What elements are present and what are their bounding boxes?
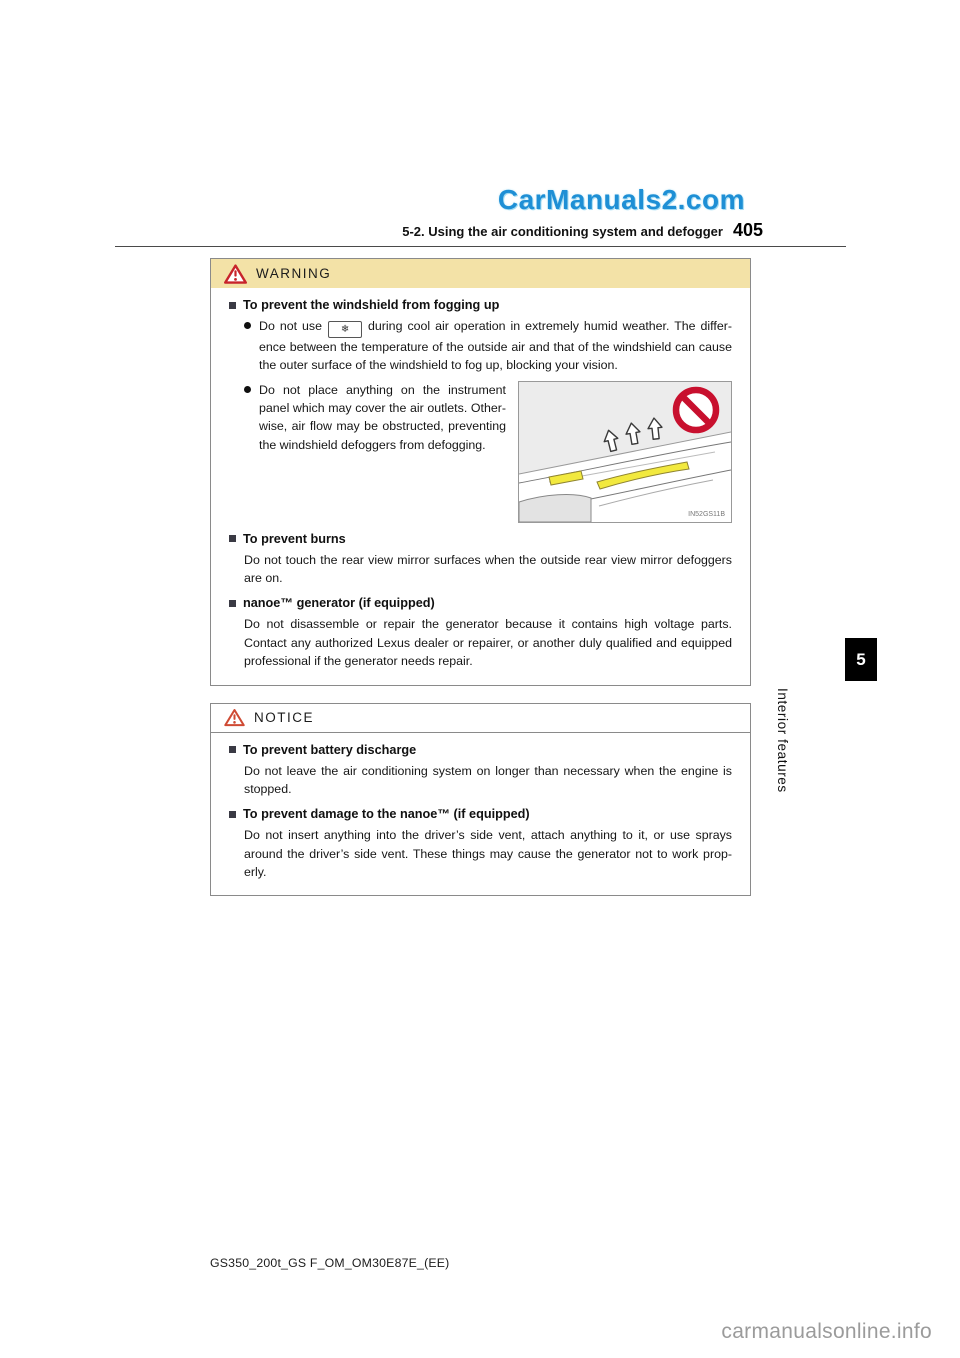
section-heading bbox=[229, 298, 732, 312]
warning-section-burns bbox=[229, 532, 732, 588]
battery-body-text: Do not leave the air conditioning system on longer than necessary when the engine is stopped. bbox=[244, 763, 732, 796]
fogging-bullet-2-text: Do not place anything on the instrument panel which may cover the air outlets. Otherwise, air flow may be obstructed, preventing the windshield defoggers from defogging. bbox=[259, 382, 506, 452]
dashboard-illustration bbox=[519, 382, 731, 522]
notice-title: NOTICE bbox=[254, 710, 315, 726]
nanoe-body-text: Do not disassemble or repair the generator because it contains high voltage parts. Contact any authorized Lexus dealer or repairer, or another duly qualified and equipped professional if the generator needs repair. bbox=[244, 617, 732, 669]
ac-button-icon bbox=[328, 321, 362, 338]
warning-header bbox=[211, 259, 750, 288]
carmanuals-watermark: CarManuals2.com bbox=[497, 184, 745, 215]
notice-section-battery bbox=[229, 743, 732, 799]
warning-body bbox=[211, 288, 750, 685]
chapter-label-vertical: Interior features bbox=[775, 688, 790, 793]
no-symbol-icon bbox=[673, 387, 719, 433]
section-heading bbox=[229, 596, 732, 610]
content-column bbox=[210, 258, 751, 896]
round-bullet-icon bbox=[244, 322, 251, 329]
notice-body bbox=[211, 733, 750, 896]
square-bullet-icon bbox=[229, 302, 236, 309]
notice-section-nanoe-damage bbox=[229, 807, 732, 881]
chapter-tab: 5 bbox=[845, 638, 877, 681]
fogging-bullet-2-row bbox=[244, 381, 732, 523]
round-bullet-icon bbox=[244, 386, 251, 393]
notice-triangle-icon bbox=[224, 708, 245, 727]
fogging-bullet-1-text bbox=[259, 317, 732, 375]
page-number: 405 bbox=[732, 220, 763, 240]
notice-box bbox=[210, 703, 751, 897]
fogging-bullet-1 bbox=[244, 317, 732, 375]
header-rule bbox=[115, 246, 846, 247]
square-bullet-icon bbox=[229, 600, 236, 607]
section-title: 5-2. Using the air conditioning system and defogger bbox=[402, 224, 723, 239]
warning-section-nanoe bbox=[229, 596, 732, 670]
fogging-bullet-2 bbox=[244, 381, 506, 454]
warning-box bbox=[210, 258, 751, 686]
section-heading bbox=[229, 807, 732, 821]
warning-section-fogging bbox=[229, 298, 732, 523]
page-header bbox=[115, 220, 763, 241]
notice-header bbox=[211, 704, 750, 733]
section-heading bbox=[229, 743, 732, 757]
square-bullet-icon bbox=[229, 811, 236, 818]
square-bullet-icon bbox=[229, 535, 236, 542]
ac-button-glyph: ❄ bbox=[340, 324, 350, 335]
bullet-text-pre: Do not use bbox=[259, 319, 323, 333]
square-bullet-icon bbox=[229, 746, 236, 753]
bullet-text-post: during cool air operation in extremely humid weather. The difference between the temperature of the outside air and that of the windshield can cause the outer surface of the windshield to fog up, blocking your vision. bbox=[259, 319, 732, 373]
section-heading-label: To prevent damage to the nanoe™ (if equipped) bbox=[243, 807, 530, 822]
warning-title: WARNING bbox=[256, 266, 332, 281]
instrument-cluster bbox=[519, 494, 591, 521]
figure-code-label: IN52GS11B bbox=[688, 510, 725, 518]
carmanualsonline-watermark: carmanualsonline.info bbox=[721, 1320, 932, 1343]
nanoe-damage-body-text: Do not insert anything into the driver’s side vent, attach anything to it, or use sprays around the driver’s side vent. These things may cause the generator not to work properly. bbox=[244, 828, 732, 879]
dashboard-figure bbox=[518, 381, 732, 523]
section-heading-label: To prevent the windshield from fogging up bbox=[243, 298, 500, 312]
section-heading bbox=[229, 532, 732, 546]
warning-triangle-icon bbox=[224, 264, 247, 284]
section-heading-label: To prevent battery discharge bbox=[243, 742, 417, 757]
section-heading-label: To prevent burns bbox=[243, 531, 346, 546]
document-code: GS350_200t_GS F_OM_OM30E87E_(EE) bbox=[210, 1256, 450, 1270]
section-heading-label: nanoe™ generator (if equipped) bbox=[243, 596, 435, 611]
burns-body-text: Do not touch the rear view mirror surfaces when the outside rear view mirror defoggers are on. bbox=[244, 552, 732, 586]
